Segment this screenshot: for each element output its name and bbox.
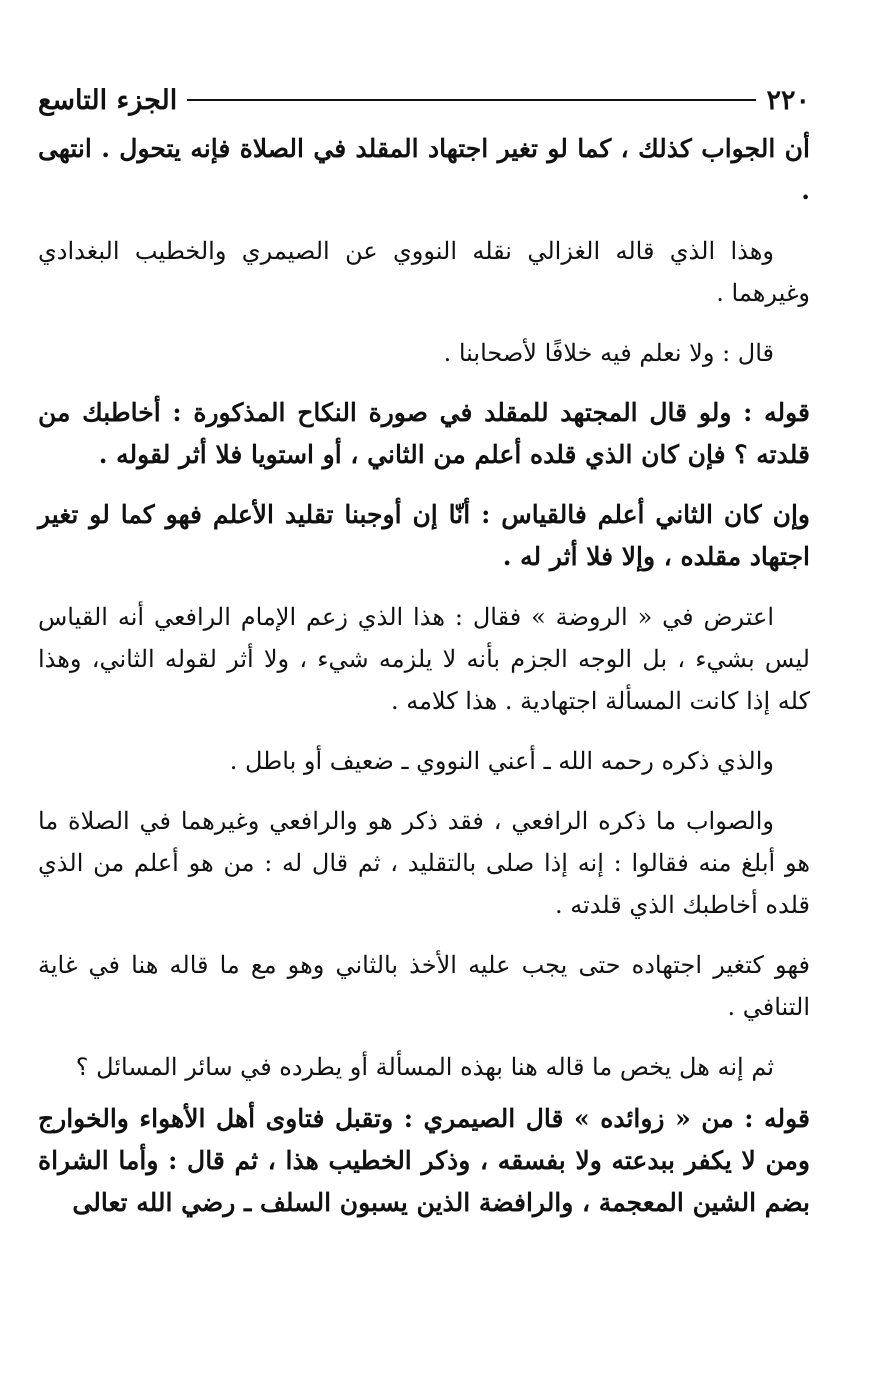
paragraph-11: قوله : من « زوائده » قال الصيمري : وتقبل فتاوى أهل الأهواء والخوارج ومن لا يكفر ببدعته ولا بفسقه ، وذكر الخطيب هذا ، ثم قال : وأما الشراة بضم الشين المعجمة ، والرافضة الذين يسبون السلف ـ رضي الله تعالى <box>38 1104 810 1217</box>
page-header <box>38 78 810 122</box>
page-number: ٢٢٠ <box>766 84 810 116</box>
paragraph-3: قال : ولا نعلم فيه خلافًا لأصحابنا . <box>443 339 774 367</box>
header-rule <box>187 99 756 101</box>
book-page <box>38 78 810 1242</box>
paragraph-8: والصواب ما ذكره الرافعي ، فقد ذكر هو والرافعي وغيرهما في الصلاة ما هو أبلغ منه فقالوا : إنه إذا صلى بالتقليد ، ثم قال له : من هو أعلم من الذي قلده أخاطبك الذي قلدته . <box>38 807 810 919</box>
paragraph-10: ثم إنه هل يخص ما قاله هنا بهذه المسألة أو يطرده في سائر المسائل ؟ <box>75 1053 774 1081</box>
paragraph-9: فهو كتغير اجتهاده حتى يجب عليه الأخذ بالثاني وهو مع ما قاله هنا في غاية التنافي . <box>38 951 810 1021</box>
paragraph-5: وإن كان الثاني أعلم فالقياس : أنّا إن أوجبنا تقليد الأعلم فهو كما لو تغير اجتهاد مقلده ، وإلا فلا أثر له . <box>38 500 810 571</box>
paragraph-2: وهذا الذي قاله الغزالي نقله النووي عن الصيمري والخطيب البغدادي وغيرهما . <box>38 237 810 307</box>
paragraph-6: اعترض في « الروضة » فقال : هذا الذي زعم الإمام الرافعي أنه القياس ليس بشيء ، بل الوجه الجزم بأنه لا يلزمه شيء ، ولا أثر لقوله الثاني، وهذا كله إذا كانت المسألة اجتهادية . هذا كلامه . <box>38 603 810 715</box>
paragraph-4: قوله : ولو قال المجتهد للمقلد في صورة النكاح المذكورة : أخاطبك من قلدته ؟ فإن كان الذي قلده أعلم من الثاني ، أو استويا فلا أثر لقوله . <box>38 398 810 469</box>
paragraph-7: والذي ذكره رحمه الله ـ أعني النووي ـ ضعيف أو باطل . <box>229 747 774 775</box>
volume-title: الجزء التاسع <box>38 84 178 116</box>
paragraph-1: أن الجواب كذلك ، كما لو تغير اجتهاد المقلد في الصلاة فإنه يتحول . انتهى . <box>38 134 810 205</box>
